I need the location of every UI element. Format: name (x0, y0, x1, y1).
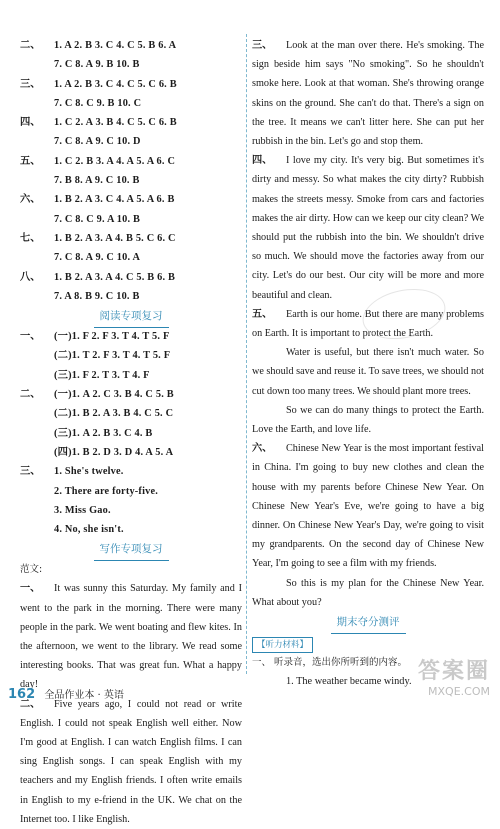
item-mark: 三、 (20, 466, 41, 478)
section-title-writing: 写作专项复习 (20, 539, 242, 560)
answer-text: (二)1. T 2. F 3. T 4. T 5. F (54, 350, 171, 362)
left-column (20, 36, 242, 829)
passage-four-text: I love my city. It's very big. But sometimes it's dirty and messy. So what makes the city dirty? Rubbish makes the streets messy. Smoke from cars and factories makes the air dirty. How can we keep our city clean? We should put the rubbish into the bin. We shouldn't drive so much. We should move the factories away from our city. Let's do our best. Our city will be more and more beautiful and clean. (252, 155, 484, 301)
grammar-answer-row (20, 113, 242, 132)
answer-list-reading (20, 327, 242, 539)
answer-text: 1. A 2. B 3. C 4. C 5. C 6. B (54, 78, 177, 90)
passage-five-a-text: Earth is our home. But there are many problems on Earth. It is important to protect the Earth. (252, 308, 484, 340)
passage-five-b (252, 343, 484, 401)
passage-five-c (252, 401, 484, 439)
answer-text: 4. No, she isn't. (54, 524, 124, 536)
grammar-answer-row (20, 229, 242, 248)
reading-answer-row (20, 327, 242, 346)
grammar-answer-row (20, 152, 242, 171)
reading-answer-row (20, 366, 242, 385)
item-mark: 七、 (20, 232, 41, 244)
answer-text: 7. C 8. A 9. B 10. B (54, 59, 140, 71)
passage-six-b-text: So this is my plan for the Chinese New Year. What about you? (252, 577, 484, 608)
answer-text: 7. A 8. B 9. C 10. B (54, 290, 140, 302)
answer-text: 1. B 2. A 3. C 4. A 5. A 6. B (54, 194, 175, 206)
reading-answer-row (20, 482, 242, 501)
reading-answer-row (20, 520, 242, 539)
reading-answer-row (20, 501, 242, 520)
grammar-answer-row (20, 55, 242, 74)
page-footer (8, 688, 124, 703)
answer-list-grammar (20, 36, 242, 306)
item-mark: 六、 (20, 194, 41, 206)
answer-text: 7. C 8. A 9. C 10. D (54, 136, 141, 148)
item-mark: 二、 (20, 389, 41, 401)
listening-tag: 【听力材料】 (252, 637, 313, 653)
passage-six-a-text: Chinese New Year is the most important festival in China. I'm going to buy new clothes and clean the house with my parents before Chinese New Year. On Chinese New Year's Eve, we're going to have a big dinner. On Chinese New Year's Day, we're going to visit my grandparents. On the second day of Chinese New Year, I'm going to see a film with my friends. (252, 443, 484, 570)
item-mark: 三、 (20, 78, 41, 90)
passage-three-mark: 三、 (252, 40, 273, 51)
passage-four-mark: 四、 (252, 155, 273, 167)
book-title: 全品作业本 · 英语 (44, 690, 124, 701)
passage-six-a (252, 439, 484, 573)
answer-text: (三)1. F 2. T 3. T 4. F (54, 369, 150, 381)
grammar-answer-row (20, 248, 242, 267)
answer-text: 3. Miss Gao. (54, 504, 111, 516)
reading-answer-row (20, 462, 242, 481)
answer-text: (四)1. B 2. D 3. D 4. A 5. A (54, 446, 174, 458)
item-mark: 八、 (20, 271, 41, 283)
passage-five-b-text: Water is useful, but there isn't much water. So we should save and reuse it. To save trees, we should not cut down too many trees. We should plant more trees. (252, 347, 484, 397)
item-mark: 一、 (20, 331, 41, 343)
essay-two-mark: 二、 (20, 698, 41, 710)
reading-answer-row (20, 424, 242, 443)
grammar-answer-row (20, 190, 242, 209)
site-watermark (418, 654, 490, 698)
passage-three-text: Look at the man over there. He's smoking. The sign beside him says "No smoking". So he shouldn't smoke here. Look at that woman. She's throwing orange skins on the ground. She can't do that. There's a sign on the tree. It means we can't litter here. She can put her rubbish in the bin. Let's go and stop them. (252, 40, 484, 148)
answer-text: 1. C 2. A 3. B 4. C 5. C 6. B (54, 117, 177, 129)
watermark-logo-text: 答案圈 (417, 659, 490, 684)
item-mark: 四、 (20, 117, 41, 129)
answer-text: 7. C 8. C 9. B 10. C (54, 97, 142, 109)
grammar-answer-row (20, 75, 242, 94)
item-mark: 二、 (20, 40, 41, 51)
answer-text: 1. She's twelve. (54, 466, 124, 478)
essay-one (20, 579, 242, 694)
grammar-answer-row (20, 94, 242, 113)
listening-instruction-text: 听录音，选出你所听到的内容。 (274, 657, 408, 669)
answer-text: 1. C 2. B 3. A 4. A 5. A 6. C (54, 155, 176, 167)
grammar-answer-row (20, 171, 242, 190)
grammar-answer-row (20, 268, 242, 287)
item-mark: 五、 (20, 155, 41, 167)
passage-four (252, 151, 484, 305)
essay-one-text: It was sunny this Saturday. My family and I went to the park in the morning. There were many people in the park. We went boating and flew kites. In the afternoon, we went to the library. We read some interesting books. That was great fun. What a happy day! (20, 583, 242, 691)
answer-text: 1. B 2. A 3. A 4. B 5. C 6. C (54, 232, 176, 244)
essay-two (20, 695, 242, 829)
watermark-url: MXQE.COM (428, 685, 490, 698)
answer-text: (二)1. B 2. A 3. B 4. C 5. C (54, 408, 174, 420)
column-divider (246, 34, 247, 674)
grammar-answer-row (20, 36, 242, 55)
passage-six-b (252, 574, 484, 612)
page-number: 162 (8, 687, 36, 702)
answer-text: (一)1. A 2. C 3. B 4. C 5. B (54, 389, 174, 401)
grammar-answer-row (20, 287, 242, 306)
listening-mark: 一、 (252, 657, 272, 669)
section-title-final: 期末夺分测评 (252, 612, 484, 633)
essay-label: 范文: (20, 564, 43, 576)
answer-text: (三)1. A 2. B 3. C 4. B (54, 427, 153, 439)
listening-question-1: 1. The weather became windy. (286, 676, 412, 688)
passage-five-mark: 五、 (252, 308, 273, 320)
passage-six-mark: 六、 (252, 443, 273, 455)
essay-one-mark: 一、 (20, 583, 41, 595)
answer-text: 7. B 8. A 9. C 10. B (54, 175, 140, 187)
reading-answer-row (20, 404, 242, 423)
answer-text: 7. C 8. A 9. C 10. A (54, 252, 141, 264)
answer-text: 7. C 8. C 9. A 10. B (54, 213, 141, 225)
reading-answer-row (20, 443, 242, 462)
reading-answer-row (20, 346, 242, 365)
passage-five-c-text: So we can do many things to protect the Earth. Love the Earth, and love life. (252, 404, 484, 436)
answer-text: 2. There are forty-five. (54, 485, 159, 497)
grammar-answer-row (20, 132, 242, 151)
section-title-reading: 阅读专项复习 (20, 306, 242, 327)
grammar-answer-row (20, 210, 242, 229)
right-column (252, 36, 484, 691)
passage-three (252, 36, 484, 151)
answer-text: (一)1. F 2. F 3. T 4. T 5. F (54, 331, 170, 343)
answer-text: 1. A 2. B 3. C 4. C 5. B 6. A (54, 40, 177, 51)
reading-answer-row (20, 385, 242, 404)
essay-two-text: Five years ago, I could not read or write English. I could not speak English well either. Now I'm good at English. I can watch English films. I can sing English songs. I can speak English with my teachers and my English friends. I often write emails in English to my e-friend in the UK. We chat on the Internet too. I like English. (20, 698, 242, 825)
answer-text: 1. B 2. A 3. A 4. C 5. B 6. B (54, 271, 176, 283)
